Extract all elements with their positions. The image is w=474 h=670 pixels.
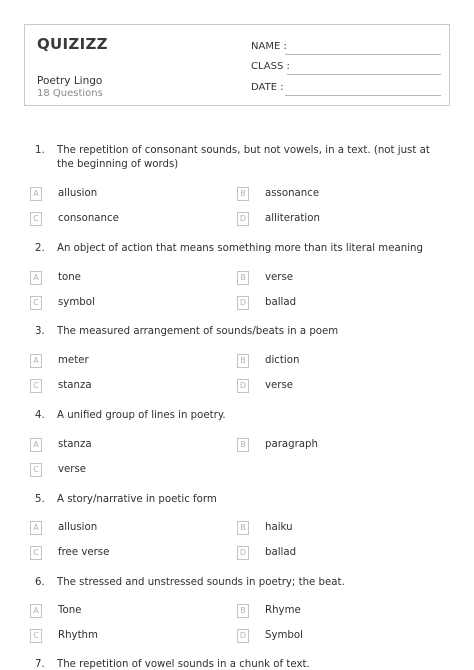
option-letter-box: D (237, 379, 249, 393)
option-text: assonance (265, 188, 320, 199)
option-text: verse (265, 272, 294, 283)
option-letter-box: C (30, 296, 42, 310)
date-field[interactable] (251, 82, 441, 96)
date-line[interactable] (285, 95, 441, 96)
option-text: allusion (58, 522, 98, 533)
worksheet-title: Poetry Lingo (37, 75, 103, 87)
option-text: consonance (58, 213, 119, 224)
option-letter-box: D (237, 629, 249, 643)
question-number: 2. (35, 243, 45, 254)
option-text: symbol (58, 297, 95, 308)
name-line[interactable] (285, 54, 441, 55)
class-label: CLASS : (251, 61, 290, 72)
question-text: The stressed and unstressed sounds in poetry; the beat. (57, 577, 345, 588)
option-text: diction (265, 355, 300, 366)
option-text: Symbol (265, 630, 303, 641)
option-letter-box: C (30, 546, 42, 560)
option-letter-box: B (237, 521, 249, 535)
option-letter-box: B (237, 604, 249, 618)
option-letter-box: C (30, 212, 42, 226)
option-text: Tone (58, 605, 82, 616)
option-text: paragraph (265, 439, 318, 450)
option-letter-box: A (30, 438, 42, 452)
class-line[interactable] (287, 74, 441, 75)
question-number: 1. (35, 145, 45, 156)
option-letter-box: B (237, 187, 249, 201)
question-text: An object of action that means something more than its literal meaning (57, 243, 423, 254)
date-label: DATE : (251, 82, 284, 93)
option-letter-box: D (237, 296, 249, 310)
name-label: NAME : (251, 41, 287, 52)
option-text: ballad (265, 297, 297, 308)
option-text: Rhyme (265, 605, 301, 616)
question-number: 6. (35, 577, 45, 588)
option-letter-box: A (30, 187, 42, 201)
option-letter-box: A (30, 604, 42, 618)
question-text: The repetition of consonant sounds, but not vowels, in a text. (not just at the beginning of words) (57, 145, 430, 170)
option-text: alliteration (265, 213, 320, 224)
option-text: verse (58, 464, 87, 475)
option-letter-box: A (30, 354, 42, 368)
option-text: Rhythm (58, 630, 98, 641)
question-number: 4. (35, 410, 45, 421)
option-text: ballad (265, 547, 297, 558)
worksheet-header (24, 24, 450, 106)
question-text: The measured arrangement of sounds/beats in a poem (57, 326, 339, 337)
option-text: tone (58, 272, 81, 283)
option-text: meter (58, 355, 89, 366)
class-field[interactable] (251, 61, 441, 75)
question-text: A story/narrative in poetic form (57, 494, 217, 505)
option-text: allusion (58, 188, 98, 199)
question-text: The repetition of vowel sounds in a chunk of text. (57, 659, 310, 670)
option-letter-box: C (30, 629, 42, 643)
question-number: 3. (35, 326, 45, 337)
option-letter-box: D (237, 212, 249, 226)
option-text: stanza (58, 380, 92, 391)
option-letter-box: C (30, 463, 42, 477)
option-letter-box: B (237, 354, 249, 368)
option-letter-box: A (30, 271, 42, 285)
question-count: 18 Questions (37, 88, 103, 99)
option-text: stanza (58, 439, 92, 450)
option-letter-box: A (30, 521, 42, 535)
option-letter-box: B (237, 438, 249, 452)
question-number: 7. (35, 659, 45, 670)
name-field[interactable] (251, 41, 441, 55)
question-text: A unified group of lines in poetry. (57, 410, 226, 421)
option-letter-box: B (237, 271, 249, 285)
option-letter-box: D (237, 546, 249, 560)
option-letter-box: C (30, 379, 42, 393)
question-number: 5. (35, 494, 45, 505)
option-text: free verse (58, 547, 110, 558)
option-text: verse (265, 380, 294, 391)
quizizz-logo: QUIZIZZ (37, 35, 108, 53)
option-text: haiku (265, 522, 293, 533)
